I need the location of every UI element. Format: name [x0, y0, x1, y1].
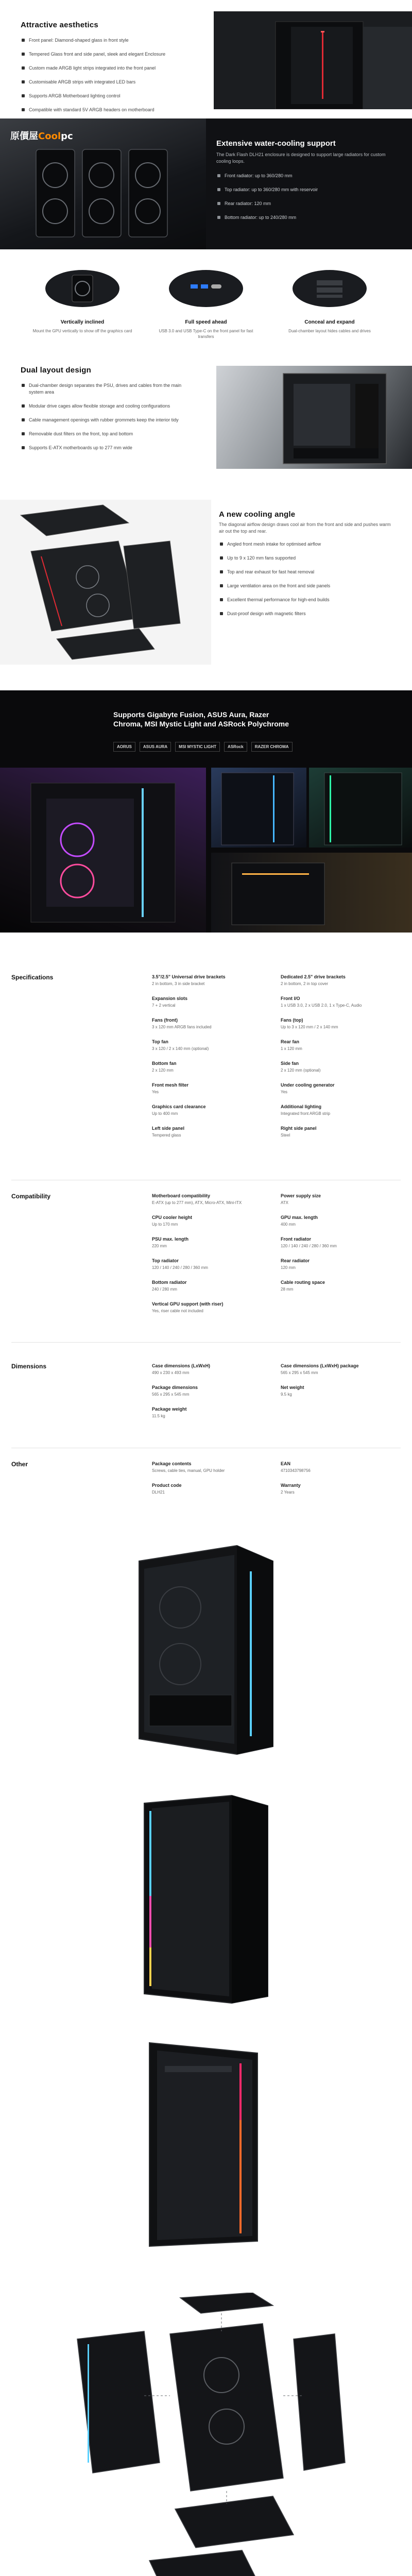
- spec-label: Vertical GPU support (with riser): [152, 1301, 224, 1307]
- dual-bullet-list: [21, 382, 191, 459]
- case-render-front: [129, 1793, 283, 2004]
- case-render-exploded: [57, 2293, 355, 2576]
- case-render-angled: [118, 1540, 294, 1757]
- spec-value: Screws, cable ties, manual, GPU holder: [152, 1468, 225, 1473]
- bullet-item: Supports ARGB Motherboard lighting control: [21, 93, 191, 99]
- rgb-brand-logos: [113, 742, 299, 752]
- spec-item: [152, 995, 276, 1017]
- section-icons: [0, 258, 412, 345]
- spec-item: [281, 1125, 404, 1147]
- spec-label: Top radiator: [152, 1258, 179, 1263]
- spec-item: [152, 1301, 276, 1323]
- spec-label: Cable routing space: [281, 1280, 325, 1285]
- spec-value: 11.5 kg: [152, 1414, 165, 1418]
- bullet-item: Bottom radiator: up to 240/280 mm: [216, 214, 391, 221]
- spec-value: 565 x 295 x 545 mm: [281, 1370, 318, 1375]
- spec-item: [152, 1363, 276, 1384]
- spec-value: 240 / 280 mm: [152, 1287, 177, 1292]
- spec-value: 490 x 230 x 493 mm: [152, 1370, 190, 1375]
- brand-logo: RAZER CHROMA: [251, 742, 293, 752]
- rgb-detail-photo-1: [211, 768, 306, 848]
- bullet-item: Cable management openings with rubber grommets keep the interior tidy: [21, 417, 191, 423]
- rgb-detail-photo-3: [211, 853, 412, 933]
- spec-label: Additional lighting: [281, 1104, 321, 1109]
- spec-item: [152, 1104, 276, 1125]
- bullet-item: Up to 9 x 120 mm fans supported: [219, 555, 394, 562]
- icon-feature-text: Mount the GPU vertically to show off the graphics card: [32, 329, 132, 333]
- spec-item: [152, 1082, 276, 1104]
- section-other: [0, 1461, 412, 1522]
- bullet-item: Angled front mesh intake for optimised airflow: [219, 541, 394, 548]
- spec-item: [281, 995, 404, 1017]
- spec-value: 28 mm: [281, 1287, 294, 1292]
- attractive-title: Attractive aesthetics: [21, 21, 98, 29]
- spec-value: Integrated front ARGB strip: [281, 1111, 331, 1116]
- spec-value: 2 x 120 mm: [152, 1068, 174, 1073]
- gpu-art: [0, 118, 206, 249]
- cooling-bullet-list: [219, 541, 394, 624]
- spec-value: 2 x 120 mm (optional): [281, 1068, 321, 1073]
- spec-label: EAN: [281, 1461, 291, 1466]
- bullet-item: Front panel: Diamond-shaped glass in front style: [21, 37, 191, 44]
- specifications-grid: [152, 974, 399, 1147]
- spec-value: Tempered glass: [152, 1133, 181, 1138]
- spec-label: Bottom radiator: [152, 1280, 187, 1285]
- spec-label: CPU cooler height: [152, 1215, 193, 1220]
- compatibility-heading: Compatibility: [11, 1193, 51, 1200]
- spec-label: Fans (front): [152, 1018, 178, 1023]
- spec-item: [152, 1461, 276, 1482]
- spec-item: [152, 1039, 276, 1060]
- icon-feature-title: Conceal and expand: [304, 319, 355, 325]
- bullet-item: Supports E-ATX motherboards up to 277 mm wide: [21, 445, 191, 451]
- spec-label: Motherboard compatibility: [152, 1193, 211, 1198]
- spec-label: Package dimensions: [152, 1385, 198, 1390]
- spec-label: Package contents: [152, 1461, 192, 1466]
- section-rgb-support: [0, 690, 412, 933]
- spec-label: Left side panel: [152, 1126, 185, 1131]
- spec-item: [152, 1193, 276, 1214]
- spec-label: Package weight: [152, 1406, 187, 1412]
- brand-logo: MSI MYSTIC LIGHT: [175, 742, 220, 752]
- spec-item: [281, 1104, 404, 1125]
- icon-feature-title: Vertically inclined: [60, 319, 105, 325]
- section-dimensions: [0, 1363, 412, 1435]
- spec-label: Top fan: [152, 1039, 168, 1044]
- spec-label: Graphics card clearance: [152, 1104, 206, 1109]
- spec-item: [152, 1384, 276, 1406]
- spec-value: 9.5 kg: [281, 1392, 292, 1397]
- spec-item: [152, 1482, 276, 1504]
- spec-label: Side fan: [281, 1061, 299, 1066]
- spec-item: [281, 1482, 404, 1504]
- spec-value: DLH21: [152, 1490, 165, 1495]
- watercooling-intro: The Dark Flash DLH21 enclosure is designed to support large radiators for custom cooling loops.: [216, 152, 386, 164]
- spec-label: Product code: [152, 1483, 182, 1488]
- spec-label: Fans (top): [281, 1018, 303, 1023]
- spec-value: ATX: [281, 1200, 288, 1205]
- spec-value: 565 x 295 x 545 mm: [152, 1392, 190, 1397]
- case-interior-photo: [216, 366, 412, 469]
- spec-item: [281, 1363, 404, 1384]
- divider: [11, 1342, 401, 1343]
- section-specifications: [0, 974, 412, 1159]
- coolpc-logo-cjk: 原價屋: [10, 131, 38, 142]
- bullet-item: Rear radiator: 120 mm: [216, 200, 391, 207]
- spec-item: [281, 1060, 404, 1082]
- spec-item: [152, 1258, 276, 1279]
- compatibility-grid: [152, 1193, 399, 1323]
- spec-item: [152, 1406, 276, 1428]
- spec-item: [281, 974, 404, 995]
- spec-item: [281, 1039, 404, 1060]
- case-render-side: [129, 2035, 283, 2251]
- spec-value: 3 x 120 / 2 x 140 mm (optional): [152, 1046, 209, 1051]
- exploded-case-art: [0, 500, 211, 665]
- spec-label: Dedicated 2.5" drive brackets: [281, 974, 346, 979]
- coolpc-logo-cool: Cool: [38, 131, 61, 142]
- specifications-heading: Specifications: [11, 974, 54, 981]
- spec-value: Yes: [152, 1090, 159, 1094]
- spec-value: 2 in bottom, 3 in side bracket: [152, 981, 205, 986]
- spec-value: Yes: [281, 1090, 288, 1094]
- section-cooling-angle: [0, 489, 412, 685]
- spec-item: [152, 1017, 276, 1039]
- bullet-item: Removable dust filters on the front, top and bottom: [21, 431, 191, 437]
- section-watercooling: [0, 118, 412, 249]
- spec-item: [281, 1017, 404, 1039]
- usb-ports-icon: [154, 268, 258, 314]
- bullet-item: Front radiator: up to 360/280 mm: [216, 173, 391, 179]
- dimensions-heading: Dimensions: [11, 1363, 47, 1370]
- spec-value: 2 Years: [281, 1490, 295, 1495]
- spec-value: 3 x 120 mm ARGB fans included: [152, 1025, 212, 1029]
- spec-item: [281, 1279, 404, 1301]
- rgb-title: Supports Gigabyte Fusion, ASUS Aura, Razer Chroma, MSI Mystic Light and ASRock Polychrome: [113, 710, 289, 728]
- case-interior-art: [216, 366, 412, 469]
- gpu-vertical-icon: [31, 268, 134, 314]
- exploded-case-photo: [0, 500, 211, 665]
- spec-item: [281, 1384, 404, 1406]
- bullet-item: Modular drive cages allow flexible storage and cooling configurations: [21, 403, 191, 410]
- rgb-detail-photo-2: [309, 768, 412, 848]
- spec-label: 3.5"/2.5" Universal drive brackets: [152, 974, 226, 979]
- bullet-item: Excellent thermal performance for high-end builds: [219, 597, 394, 603]
- spec-value: 7 + 2 vertical: [152, 1003, 176, 1008]
- coolpc-logo-pc: pc: [61, 131, 73, 142]
- spec-item: [281, 1082, 404, 1104]
- bullet-item: Top and rear exhaust for fast heat removal: [219, 569, 394, 575]
- watercooling-bullet-list: [216, 173, 391, 228]
- icon-feature: [31, 268, 134, 340]
- other-heading: Other: [11, 1461, 28, 1468]
- spec-label: Front radiator: [281, 1236, 312, 1242]
- spec-item: [152, 1125, 276, 1147]
- bullet-item: Large ventilation area on the front and side panels: [219, 583, 394, 589]
- brand-logo: ASUS AURA: [140, 742, 171, 752]
- spec-item: [152, 1214, 276, 1236]
- spec-label: Warranty: [281, 1483, 301, 1488]
- spec-value: 1 x 120 mm: [281, 1046, 302, 1051]
- gpu-photo: [0, 118, 206, 249]
- case-front-photo: [214, 11, 412, 109]
- bullet-item: Customisable ARGB strips with integrated LED bars: [21, 79, 191, 86]
- icon-feature: [278, 268, 381, 340]
- spec-item: [281, 1258, 404, 1279]
- section-compatibility: [0, 1193, 412, 1337]
- spec-value: Up to 3 x 120 mm / 2 x 140 mm: [281, 1025, 338, 1029]
- spec-value: 120 mm: [281, 1265, 296, 1270]
- spec-value: 120 / 140 / 240 / 280 / 360 mm: [281, 1244, 337, 1248]
- spec-item: [152, 1279, 276, 1301]
- spec-item: [281, 1193, 404, 1214]
- spec-value: Up to 170 mm: [152, 1222, 178, 1227]
- spec-value: 2 in bottom, 2 in top cover: [281, 981, 329, 986]
- spec-label: PSU max. length: [152, 1236, 189, 1242]
- icon-feature-title: Full speed ahead: [185, 319, 227, 325]
- dual-title: Dual layout design: [21, 366, 91, 375]
- spec-label: GPU max. length: [281, 1215, 318, 1220]
- cooling-intro: The diagonal airflow design draws cool air from the front and side and pushes warm air out the top and rear.: [219, 522, 391, 534]
- spec-label: Rear radiator: [281, 1258, 310, 1263]
- spec-value: 220 mm: [152, 1244, 167, 1248]
- spec-item: [281, 1236, 404, 1258]
- spec-item: [152, 974, 276, 995]
- spec-label: Net weight: [281, 1385, 304, 1390]
- bullet-item: Compatible with standard 5V ARGB headers on motherboard: [21, 107, 191, 113]
- rgb-detail-art-1: [211, 768, 306, 848]
- section-attractive: [0, 0, 412, 118]
- icon-feature-text: USB 3.0 and USB Type-C on the front panel for fast transfers: [159, 329, 253, 339]
- spec-label: Expansion slots: [152, 996, 188, 1001]
- rgb-build-photo: [0, 768, 206, 933]
- bullet-item: Custom made ARGB light strips integrated into the front panel: [21, 65, 191, 72]
- spec-value: Steel: [281, 1133, 290, 1138]
- other-grid: [152, 1461, 399, 1504]
- spec-value: Up to 400 mm: [152, 1111, 178, 1116]
- drive-bays-icon: [278, 268, 381, 314]
- watercooling-title: Extensive water-cooling support: [216, 139, 336, 148]
- bullet-item: Dual-chamber design separates the PSU, drives and cables from the main system area: [21, 382, 191, 396]
- icon-feature-text: Dual-chamber layout hides cables and drives: [288, 329, 371, 333]
- spec-label: Under cooling generator: [281, 1082, 335, 1088]
- bullet-item: Tempered Glass front and side panel, sleek and elegant Enclosure: [21, 51, 191, 58]
- spec-value: 120 / 140 / 240 / 280 / 360 mm: [152, 1265, 208, 1270]
- spec-item: [281, 1214, 404, 1236]
- spec-label: Case dimensions (LxWxH): [152, 1363, 211, 1368]
- dimensions-grid: [152, 1363, 399, 1428]
- brand-logo: AORUS: [113, 742, 135, 752]
- spec-value: Yes, riser cable not included: [152, 1309, 203, 1313]
- brand-logo: ASRock: [224, 742, 247, 752]
- case-front-photo-art: [214, 11, 412, 109]
- spec-label: Front I/O: [281, 996, 300, 1001]
- rgb-detail-art-3: [211, 853, 412, 933]
- spec-label: Front mesh filter: [152, 1082, 189, 1088]
- spec-value: E-ATX (up to 277 mm), ATX, Micro-ATX, Mini-ITX: [152, 1200, 242, 1205]
- cooling-title: A new cooling angle: [219, 510, 296, 519]
- spec-item: [152, 1060, 276, 1082]
- rgb-detail-art-2: [309, 768, 412, 848]
- bullet-item: Dust-proof design with magnetic filters: [219, 611, 394, 617]
- section-dual-layout: [0, 350, 412, 489]
- spec-item: [152, 1236, 276, 1258]
- bullet-item: Top radiator: up to 360/280 mm with reservoir: [216, 187, 391, 193]
- spec-label: Right side panel: [281, 1126, 317, 1131]
- rgb-build-art: [0, 768, 206, 933]
- spec-item: [281, 1461, 404, 1482]
- icon-feature: [154, 268, 258, 340]
- spec-label: Rear fan: [281, 1039, 300, 1044]
- icon-row: [31, 268, 381, 340]
- spec-value: 4710343798756: [281, 1468, 311, 1473]
- spec-label: Power supply size: [281, 1193, 321, 1198]
- spec-label: Case dimensions (LxWxH) package: [281, 1363, 359, 1368]
- spec-value: 400 mm: [281, 1222, 296, 1227]
- spec-value: 1 x USB 3.0, 2 x USB 2.0, 1 x Type-C, Audio: [281, 1003, 362, 1008]
- spec-label: Bottom fan: [152, 1061, 177, 1066]
